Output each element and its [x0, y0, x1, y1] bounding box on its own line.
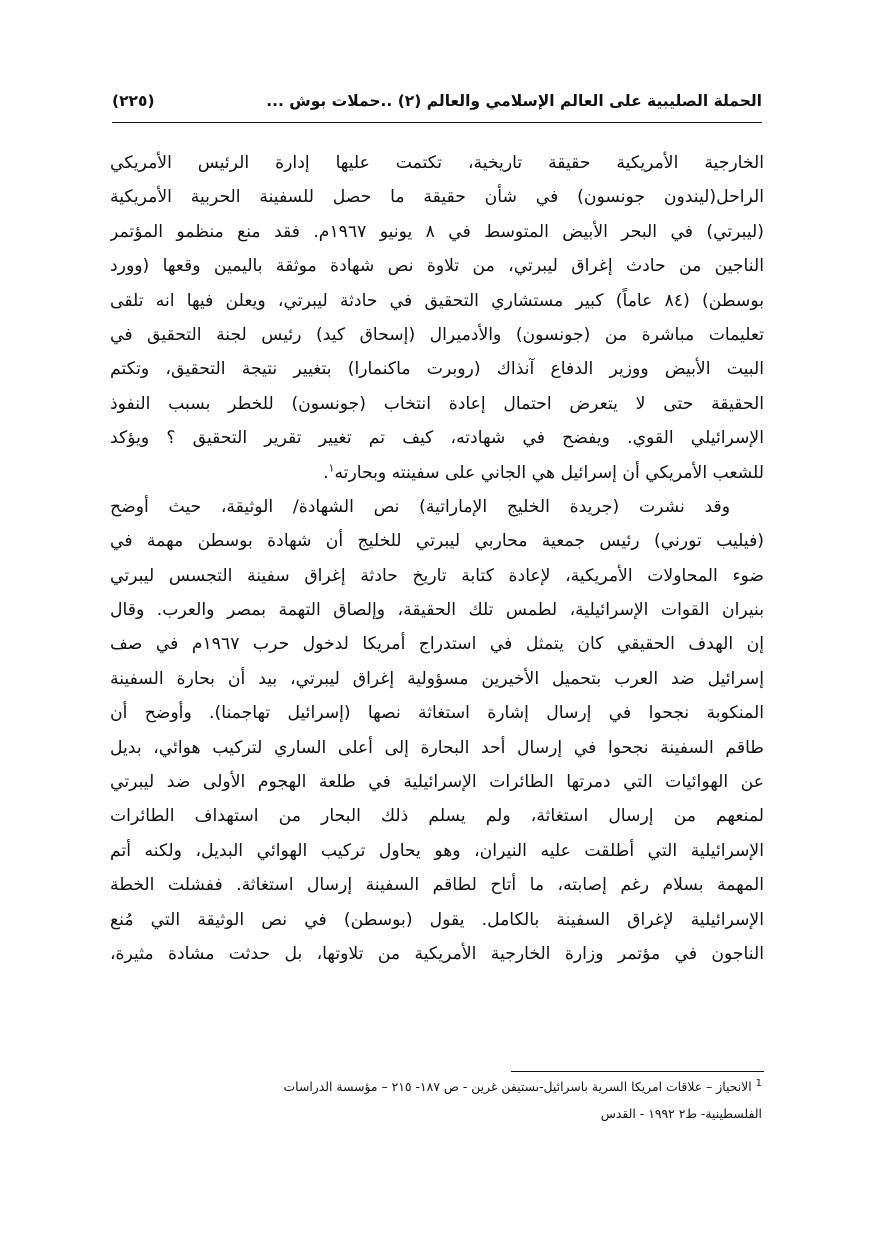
body-text — [110, 146, 764, 971]
text-line: تعليمات مباشرة من (جونسون) والأدميرال (إسحاق كيد) رئيس لجنة التحقيق في — [110, 324, 764, 345]
paragraph-2 — [110, 490, 764, 971]
text-line: المهمة بسلام رغم إصابته، ما أتاح لطاقم السفينة إرسال استغاثة. ففشلت الخطة — [110, 875, 764, 896]
footnote-line: الفلسطينية- ط٢ ١٩٩٢ - القدس — [600, 1106, 762, 1121]
text-line: عن الهوائيات التي دمرتها الطائرات الإسرائيلية في طلعة الهجوم الأولى ضد ليبرتي — [110, 772, 764, 793]
text-line: الإسرائيلية لإغراق السفينة بالكامل. يقول (بوسطن) في نص الوثيقة التي مُنع — [110, 909, 764, 930]
footnote-text: الانحياز – علاقات امريكا السرية باسرائيل-ىستيفن غرين - ص ١٨٧- ٢١٥ – مؤسسة الدراسات — [283, 1079, 752, 1094]
text-line: بوسطن) (٨٤ عاماً) كبير مستشاري التحقيق في حادثة ليبرتي، ويعلن فيها انه تلقى — [110, 290, 764, 311]
text-line: لمنعهم من إرسال استغاثة، ولم يسلم ذلك البحار من استهداف الطائرات — [110, 806, 764, 827]
text-line: الناجين من حادث إغراق ليبرتي، من تلاوة نص شهادة موثقة باليمين وقعها (وورد — [110, 256, 764, 277]
text-line: المنكوبة نجحوا في إرسال إشارة استغاثة نصها (إسرائيل تهاجمنا). وأوضح أن — [110, 703, 764, 724]
text-line: (فيليب تورني) رئيس جمعية محاربي ليبرتي للخليج أن شهادة بوسطن مهمة في — [110, 531, 764, 552]
text-line: بنيران القوات الإسرائيلية، لطمس تلك الحقيقة، وإلصاق التهمة بمصر والعرب. وقال — [110, 600, 764, 621]
header-title: الحملة الصليبية على العالم الإسلامي والعالم (٢) ..حملات بوش ... — [266, 92, 762, 110]
text-line: إن الهدف الحقيقي كان يتمثل في استدراج أمريكا لدخول حرب ١٩٦٧م في صف — [110, 634, 764, 655]
paragraph-1 — [110, 146, 764, 490]
text-line: الإسرائيلية التي أطلقت عليه النيران، وهو يحاول تركيب الهوائي البديل، ولكنه أتم — [110, 840, 764, 861]
running-header — [112, 86, 762, 116]
text-line: الحقيقة حتى لا يتعرض احتمال إعادة انتخاب (جونسون) للخطر بسبب النفوذ — [110, 393, 764, 414]
footnote-number: 1 — [755, 1077, 762, 1089]
text-line: (ليبرتي) في البحر الأبيض المتوسط في ٨ يونيو ١٩٦٧م. فقد منع منظمو المؤتمر — [110, 221, 764, 242]
text-line: وقد نشرت (جريدة الخليج الإماراتية) نص الشهادة/ الوثيقة، حيث أوضح — [110, 496, 730, 517]
footnote — [162, 1073, 762, 1127]
text-line: ضوء المحاولات الأمريكية، لإعادة كتابة تاريخ حادثة إغراق سفينة التجسس ليبرتي — [110, 565, 764, 586]
footnote-reference: ١ — [328, 460, 335, 474]
footnote-divider — [511, 1071, 764, 1072]
paragraph-1-ending: للشعب الأمريكي أن إسرائيل هي الجاني على سفينته وبحارته — [334, 462, 764, 483]
text-line: الخارجية الأمريكية حقيقة تاريخية، تكتمت عليها إدارة الرئيس الأمريكي — [110, 153, 764, 173]
text-line: الناجون في مؤتمر وزارة الخارجية الأمريكية من تلاوتها، بل حدثت مشادة مثيرة، — [110, 943, 764, 964]
text-line: إسرائيل ضد العرب بتحميل الأخيرين مسؤولية إغراق ليبرتي، بيد أن بحارة السفينة — [110, 668, 764, 689]
sentence-end: . — [323, 462, 329, 483]
text-line: طاقم السفينة نجحوا في إرسال أحد البحارة إلى أعلى الساري لتركيب هوائي، بديل — [110, 737, 764, 758]
footnote-line — [162, 1073, 762, 1100]
text-line: الراحل(ليندون جونسون) في شأن حقيقة ما حصل للسفينة الحربية الأمريكية — [110, 187, 764, 208]
text-line — [110, 456, 764, 490]
text-line: البيت الأبيض ووزير الدفاع آنذاك (روبرت ماكنمارا) بتغيير نتيجة التحقيق، وتكتم — [110, 359, 764, 380]
header-rule — [112, 122, 762, 123]
text-line: الإسرائيلي القوي. ويفضح في شهادته، كيف تم تغيير تقرير التحقيق ؟ ويؤكد — [110, 428, 764, 449]
page-number: (٢٢٥) — [112, 92, 155, 110]
